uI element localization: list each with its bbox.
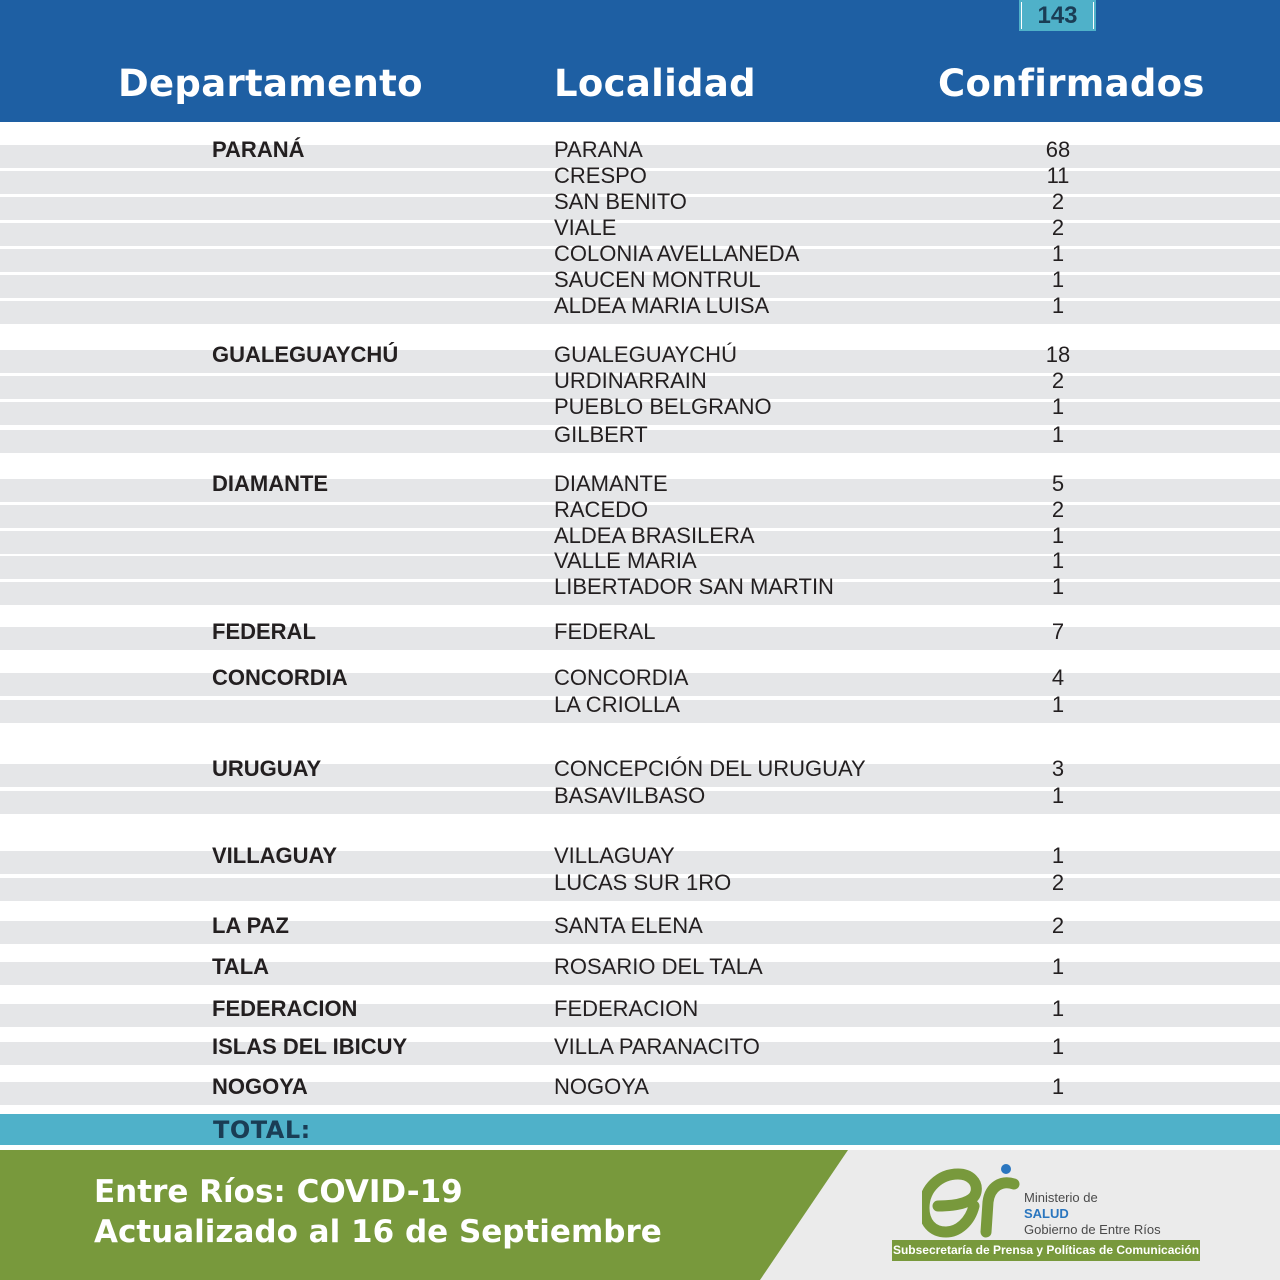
table-row <box>0 619 1280 650</box>
departamento-cell: FEDERACION <box>212 996 358 1021</box>
confirmados-cell: 1 <box>1051 996 1065 1021</box>
localidad-cell: FEDERACION <box>554 996 699 1021</box>
departamento-cell: PARANÁ <box>212 137 305 162</box>
confirmados-cell: 2 <box>1051 368 1065 393</box>
departamento-cell: LA PAZ <box>212 913 289 938</box>
total-value: 143 <box>1022 2 1093 29</box>
confirmados-cell: 68 <box>1045 137 1071 162</box>
table-row <box>0 1034 1280 1065</box>
ministerio-text <box>1024 1190 1161 1238</box>
table-row <box>0 996 1280 1027</box>
localidad-cell: LUCAS SUR 1RO <box>554 870 732 895</box>
table-row <box>0 422 1280 453</box>
subsecretaria-banner: Subsecretaría de Prensa y Políticas de Comunicación <box>892 1240 1200 1261</box>
departamento-cell: TALA <box>212 954 270 979</box>
localidad-cell: VILLA PARANACITO <box>554 1034 760 1059</box>
confirmados-cell: 2 <box>1051 189 1065 214</box>
confirmados-cell: 1 <box>1051 1034 1065 1059</box>
table-row <box>0 870 1280 901</box>
localidad-cell: CRESPO <box>554 163 647 188</box>
confirmados-cell: 4 <box>1051 665 1065 690</box>
footer-date: Actualizado al 16 de Septiembre <box>94 1214 662 1250</box>
confirmados-cell: 1 <box>1051 394 1065 419</box>
confirmados-cell: 1 <box>1051 692 1065 717</box>
localidad-cell: FEDERAL <box>554 619 656 644</box>
departamento-cell: NOGOYA <box>212 1074 308 1099</box>
localidad-cell: COLONIA AVELLANEDA <box>554 241 800 266</box>
footer-title: Entre Ríos: COVID-19 <box>94 1174 463 1210</box>
table-row <box>0 692 1280 723</box>
localidad-cell: VILLAGUAY <box>554 843 675 868</box>
table-row <box>0 574 1280 605</box>
localidad-cell: NOGOYA <box>554 1074 649 1099</box>
localidad-cell: ALDEA MARIA LUISA <box>554 293 770 318</box>
confirmados-cell: 1 <box>1051 574 1065 599</box>
departamento-cell: DIAMANTE <box>212 471 329 496</box>
confirmados-cell: 1 <box>1051 267 1065 292</box>
departamento-cell: CONCORDIA <box>212 665 348 690</box>
localidad-cell: GILBERT <box>554 422 648 447</box>
salud-label: SALUD <box>1024 1206 1069 1221</box>
localidad-cell: CONCEPCIÓN DEL URUGUAY <box>554 756 866 781</box>
header-localidad: Localidad <box>554 62 756 105</box>
localidad-cell: DIAMANTE <box>554 471 668 496</box>
departamento-cell: FEDERAL <box>212 619 316 644</box>
total-label: TOTAL: <box>213 1116 311 1144</box>
confirmados-cell: 2 <box>1051 215 1065 240</box>
localidad-cell: ALDEA BRASILERA <box>554 523 755 548</box>
confirmados-cell: 1 <box>1051 843 1065 868</box>
localidad-cell: PUEBLO BELGRANO <box>554 394 772 419</box>
gobierno-label: Gobierno de Entre Ríos <box>1024 1222 1161 1237</box>
localidad-cell: ROSARIO DEL TALA <box>554 954 763 979</box>
confirmados-cell: 1 <box>1051 783 1065 808</box>
localidad-cell: PARANA <box>554 137 643 162</box>
confirmados-cell: 2 <box>1051 870 1065 895</box>
localidad-cell: SAN BENITO <box>554 189 687 214</box>
table-row <box>0 783 1280 814</box>
confirmados-cell: 5 <box>1051 471 1065 496</box>
localidad-cell: VIALE <box>554 215 617 240</box>
confirmados-cell: 18 <box>1045 342 1071 367</box>
confirmados-cell: 2 <box>1051 913 1065 938</box>
table-row <box>0 293 1280 324</box>
confirmados-cell: 1 <box>1051 548 1065 573</box>
confirmados-cell: 11 <box>1046 163 1070 188</box>
localidad-cell: RACEDO <box>554 497 649 522</box>
header-confirmados: Confirmados <box>938 62 1205 105</box>
departamento-cell: URUGUAY <box>212 756 322 781</box>
localidad-cell: SANTA ELENA <box>554 913 703 938</box>
departamento-cell: ISLAS DEL IBICUY <box>212 1034 408 1059</box>
header-departamento: Departamento <box>118 62 423 105</box>
er-logo-icon <box>922 1162 1022 1238</box>
confirmados-cell: 1 <box>1051 293 1065 318</box>
localidad-cell: SAUCEN MONTRUL <box>554 267 761 292</box>
confirmados-cell: 7 <box>1051 619 1065 644</box>
localidad-cell: VALLE MARIA <box>554 548 697 573</box>
confirmados-cell: 1 <box>1051 1074 1065 1099</box>
table-row <box>0 1074 1280 1105</box>
localidad-cell: LIBERTADOR SAN MARTIN <box>554 574 834 599</box>
departamento-cell: GUALEGUAYCHÚ <box>212 342 399 367</box>
confirmados-cell: 2 <box>1051 497 1065 522</box>
confirmados-cell: 1 <box>1051 241 1065 266</box>
localidad-cell: CONCORDIA <box>554 665 689 690</box>
localidad-cell: BASAVILBASO <box>554 783 706 808</box>
confirmados-cell: 1 <box>1051 954 1065 979</box>
departamento-cell: VILLAGUAY <box>212 843 338 868</box>
table-row <box>0 954 1280 985</box>
localidad-cell: LA CRIOLLA <box>554 692 680 717</box>
total-row <box>0 1114 1280 1145</box>
localidad-cell: GUALEGUAYCHÚ <box>554 342 737 367</box>
table-row <box>0 913 1280 944</box>
confirmados-cell: 3 <box>1051 756 1065 781</box>
confirmados-cell: 1 <box>1051 422 1065 447</box>
ministerio-label: Ministerio de <box>1024 1190 1098 1205</box>
confirmados-cell: 1 <box>1051 523 1065 548</box>
localidad-cell: URDINARRAIN <box>554 368 707 393</box>
